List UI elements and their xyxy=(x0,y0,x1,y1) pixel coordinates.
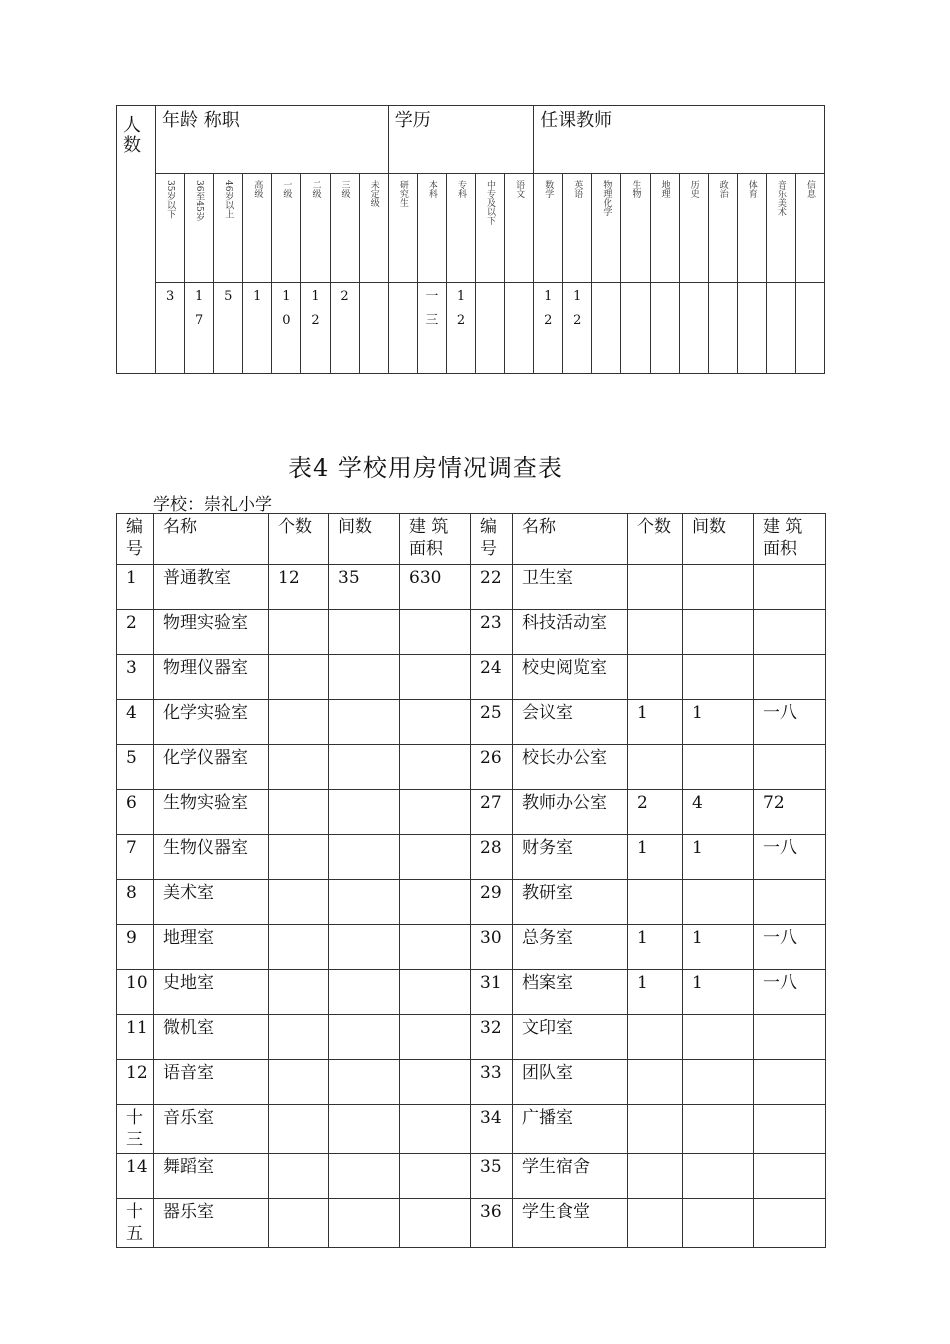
rooms-table xyxy=(116,513,826,1248)
table-cell: 4 xyxy=(683,790,754,835)
table-cell: 32 xyxy=(471,1015,513,1060)
table-cell xyxy=(400,1105,471,1154)
value-text: 1 xyxy=(253,289,262,304)
table-cell xyxy=(329,790,400,835)
value-cell xyxy=(592,283,621,374)
header-cell: 建 筑面积 xyxy=(754,514,826,565)
column-label xyxy=(505,174,534,283)
table-cell xyxy=(269,1060,329,1105)
column-label-text: 音乐美术 xyxy=(775,180,786,216)
table-cell: 25 xyxy=(471,700,513,745)
table-cell: 总务室 xyxy=(513,925,628,970)
value-cell xyxy=(679,283,708,374)
table-cell: 6 xyxy=(117,790,154,835)
table-cell xyxy=(329,970,400,1015)
table-cell: 语音室 xyxy=(154,1060,269,1105)
column-label xyxy=(417,174,446,283)
table-cell xyxy=(400,925,471,970)
table-cell xyxy=(329,835,400,880)
table-cell: 28 xyxy=(471,835,513,880)
table-cell xyxy=(628,1154,683,1199)
table-row xyxy=(117,565,826,610)
table-cell xyxy=(400,1154,471,1199)
table-cell: 史地室 xyxy=(154,970,269,1015)
table-cell xyxy=(269,880,329,925)
table-cell: 72 xyxy=(754,790,826,835)
table-cell: 1 xyxy=(628,925,683,970)
table-cell: 十三 xyxy=(117,1105,154,1154)
table-cell: 器乐室 xyxy=(154,1199,269,1248)
table-cell xyxy=(683,610,754,655)
table-cell xyxy=(683,565,754,610)
table-cell: 35 xyxy=(471,1154,513,1199)
column-label xyxy=(679,174,708,283)
table-title: 表4 学校用房情况调查表 xyxy=(288,454,563,482)
header-row xyxy=(117,514,826,565)
table-cell: 一八 xyxy=(754,925,826,970)
value-text: 10 xyxy=(282,289,291,328)
table-row xyxy=(117,970,826,1015)
table-cell xyxy=(754,745,826,790)
value-cell xyxy=(388,283,417,374)
table-cell: 2 xyxy=(628,790,683,835)
table-cell xyxy=(400,835,471,880)
column-label xyxy=(388,174,417,283)
column-label xyxy=(214,174,243,283)
table-cell xyxy=(400,655,471,700)
table-row xyxy=(117,610,826,655)
table-cell: 630 xyxy=(400,565,471,610)
table-row xyxy=(117,655,826,700)
table-cell xyxy=(628,1015,683,1060)
table-cell: 教研室 xyxy=(513,880,628,925)
column-label xyxy=(446,174,475,283)
table-cell: 文印室 xyxy=(513,1015,628,1060)
table-cell: 校长办公室 xyxy=(513,745,628,790)
table-row xyxy=(117,700,826,745)
table-cell xyxy=(329,1015,400,1060)
column-label xyxy=(330,174,359,283)
table-cell xyxy=(400,970,471,1015)
column-label-text: 研究生 xyxy=(397,180,408,207)
value-cell xyxy=(185,283,214,374)
table-cell: 12 xyxy=(269,565,329,610)
table-cell xyxy=(754,1060,826,1105)
table-row xyxy=(117,925,826,970)
table-cell: 10 xyxy=(117,970,154,1015)
table-cell: 14 xyxy=(117,1154,154,1199)
table-cell: 36 xyxy=(471,1199,513,1248)
table-cell: 29 xyxy=(471,880,513,925)
table-cell: 生物仪器室 xyxy=(154,835,269,880)
column-label xyxy=(621,174,650,283)
table-cell: 1 xyxy=(628,970,683,1015)
table-cell xyxy=(754,1154,826,1199)
table-cell: 1 xyxy=(117,565,154,610)
table-cell xyxy=(269,700,329,745)
table-cell: 档案室 xyxy=(513,970,628,1015)
column-label xyxy=(272,174,301,283)
table-cell xyxy=(269,970,329,1015)
header-cell: 编号 xyxy=(117,514,154,565)
column-label xyxy=(156,174,185,283)
table-cell: 30 xyxy=(471,925,513,970)
table-cell xyxy=(329,1060,400,1105)
table-cell xyxy=(754,1015,826,1060)
table-cell: 一八 xyxy=(754,835,826,880)
value-cell xyxy=(534,283,563,374)
column-label-text: 语文 xyxy=(514,180,525,198)
table-cell: 2 xyxy=(117,610,154,655)
value-text: 3 xyxy=(165,289,175,304)
table-cell: 1 xyxy=(683,970,754,1015)
table-cell: 财务室 xyxy=(513,835,628,880)
table-cell xyxy=(400,610,471,655)
column-label xyxy=(359,174,388,283)
table-cell: 9 xyxy=(117,925,154,970)
table-cell: 1 xyxy=(628,700,683,745)
value-text: 一三 xyxy=(425,289,439,328)
table-cell xyxy=(400,1060,471,1105)
table-cell: 27 xyxy=(471,790,513,835)
table-cell: 11 xyxy=(117,1015,154,1060)
table-cell: 地理室 xyxy=(154,925,269,970)
value-text: 12 xyxy=(544,289,553,328)
table-cell xyxy=(754,880,826,925)
value-cell xyxy=(446,283,475,374)
column-label-text: 35岁以下 xyxy=(165,180,176,219)
table-cell: 1 xyxy=(683,700,754,745)
value-text: 12 xyxy=(573,289,582,328)
table-cell: 33 xyxy=(471,1060,513,1105)
column-label-text: 中专及以下 xyxy=(485,180,496,225)
table-cell xyxy=(400,700,471,745)
column-label xyxy=(534,174,563,283)
column-label xyxy=(737,174,766,283)
table-cell: 31 xyxy=(471,970,513,1015)
table-cell xyxy=(269,835,329,880)
table-cell: 科技活动室 xyxy=(513,610,628,655)
table-cell xyxy=(329,745,400,790)
table-cell: 1 xyxy=(683,925,754,970)
header-cell: 间数 xyxy=(329,514,400,565)
table-cell: 5 xyxy=(117,745,154,790)
table-row xyxy=(117,745,826,790)
table-row xyxy=(117,1015,826,1060)
column-label-text: 三级 xyxy=(339,180,350,198)
table-cell: 校史阅览室 xyxy=(513,655,628,700)
table-cell: 12 xyxy=(117,1060,154,1105)
table-row xyxy=(117,880,826,925)
value-cell xyxy=(650,283,679,374)
table-cell: 音乐室 xyxy=(154,1105,269,1154)
value-text: 2 xyxy=(340,289,349,304)
table-cell xyxy=(683,1015,754,1060)
header-cell: 间数 xyxy=(683,514,754,565)
value-cell xyxy=(795,283,824,374)
table-cell: 化学仪器室 xyxy=(154,745,269,790)
table-cell xyxy=(628,745,683,790)
table-cell: 舞蹈室 xyxy=(154,1154,269,1199)
value-cell xyxy=(243,283,272,374)
table-cell: 一八 xyxy=(754,700,826,745)
table-cell xyxy=(683,655,754,700)
column-label-text: 信息 xyxy=(804,180,815,198)
column-label-text: 数学 xyxy=(543,180,554,198)
table-cell xyxy=(269,1105,329,1154)
column-label-text: 本科 xyxy=(426,180,437,198)
column-label xyxy=(650,174,679,283)
table-cell xyxy=(329,655,400,700)
column-label-text: 二级 xyxy=(310,180,321,198)
table-cell xyxy=(400,1015,471,1060)
table-cell: 化学实验室 xyxy=(154,700,269,745)
subjects-header: 任课教师 xyxy=(534,106,825,174)
table-cell: 34 xyxy=(471,1105,513,1154)
table-row xyxy=(117,1199,826,1248)
table-cell xyxy=(269,1154,329,1199)
table-cell: 团队室 xyxy=(513,1060,628,1105)
column-label-text: 历史 xyxy=(688,180,699,198)
value-text: 12 xyxy=(456,289,466,328)
table-cell: 4 xyxy=(117,700,154,745)
table-cell xyxy=(628,1060,683,1105)
table-cell xyxy=(754,1199,826,1248)
table-cell: 22 xyxy=(471,565,513,610)
column-label-text: 体育 xyxy=(746,180,757,198)
column-label-text: 政治 xyxy=(717,180,728,198)
table-row xyxy=(117,835,826,880)
table-cell xyxy=(683,1199,754,1248)
header-cell: 名称 xyxy=(513,514,628,565)
table-cell xyxy=(683,880,754,925)
table-row xyxy=(117,790,826,835)
age-title-header: 年龄 称职 xyxy=(156,106,389,174)
table-cell xyxy=(269,790,329,835)
table-cell xyxy=(329,1154,400,1199)
value-cell xyxy=(272,283,301,374)
table-cell xyxy=(754,610,826,655)
table-cell xyxy=(754,655,826,700)
table-cell: 美术室 xyxy=(154,880,269,925)
column-label xyxy=(766,174,795,283)
table-row xyxy=(117,1105,826,1154)
school-name: 学校：崇礼小学 xyxy=(153,495,272,515)
table-cell xyxy=(628,610,683,655)
table-cell: 26 xyxy=(471,745,513,790)
value-cell xyxy=(476,283,505,374)
value-cell xyxy=(156,283,185,374)
table-cell xyxy=(683,1060,754,1105)
table-cell: 1 xyxy=(683,835,754,880)
table-cell xyxy=(400,745,471,790)
value-text: 5 xyxy=(224,289,233,304)
table-cell xyxy=(683,1154,754,1199)
value-cell xyxy=(505,283,534,374)
table-cell xyxy=(269,745,329,790)
column-label-text: 物理化学 xyxy=(601,180,612,216)
value-text: 12 xyxy=(311,289,320,328)
value-cell xyxy=(359,283,388,374)
table-cell: 十五 xyxy=(117,1199,154,1248)
column-label xyxy=(592,174,621,283)
table-cell: 35 xyxy=(329,565,400,610)
header-cell: 建 筑面积 xyxy=(400,514,471,565)
value-cell xyxy=(737,283,766,374)
education-header: 学历 xyxy=(388,106,533,174)
value-cell xyxy=(766,283,795,374)
table-cell: 8 xyxy=(117,880,154,925)
value-cell xyxy=(708,283,737,374)
column-label-text: 生物 xyxy=(630,180,641,198)
column-label-text: 高级 xyxy=(252,180,263,198)
header-cell: 个数 xyxy=(269,514,329,565)
staff-table xyxy=(116,105,825,374)
value-cell xyxy=(563,283,592,374)
table-cell xyxy=(628,565,683,610)
table-row xyxy=(117,1154,826,1199)
column-label-text: 一级 xyxy=(281,180,292,198)
value-cell xyxy=(330,283,359,374)
header-cell: 编号 xyxy=(471,514,513,565)
people-count-label: 人数 xyxy=(117,106,156,374)
table-cell xyxy=(628,1105,683,1154)
value-cell xyxy=(621,283,650,374)
column-label-text: 英语 xyxy=(572,180,583,198)
table-cell xyxy=(269,1199,329,1248)
table-cell xyxy=(683,1105,754,1154)
table-cell xyxy=(628,655,683,700)
table-cell xyxy=(754,1105,826,1154)
table-cell xyxy=(329,610,400,655)
column-label xyxy=(243,174,272,283)
table-cell xyxy=(269,610,329,655)
table-cell: 7 xyxy=(117,835,154,880)
table-cell: 3 xyxy=(117,655,154,700)
table-cell xyxy=(683,745,754,790)
table-row xyxy=(117,1060,826,1105)
value-cell xyxy=(417,283,446,374)
table-cell xyxy=(329,1105,400,1154)
column-label-text: 地理 xyxy=(659,180,670,198)
table-cell xyxy=(269,1015,329,1060)
table-cell: 生物实验室 xyxy=(154,790,269,835)
table-cell xyxy=(628,1199,683,1248)
table-cell xyxy=(329,880,400,925)
table-cell xyxy=(329,700,400,745)
value-cell xyxy=(214,283,243,374)
column-label xyxy=(185,174,214,283)
value-cell xyxy=(301,283,330,374)
column-label xyxy=(301,174,330,283)
table-cell xyxy=(400,790,471,835)
table-cell: 卫生室 xyxy=(513,565,628,610)
table-cell xyxy=(628,880,683,925)
column-label xyxy=(708,174,737,283)
table-cell: 一八 xyxy=(754,970,826,1015)
column-label-text: 46岁以上 xyxy=(223,180,234,219)
table-cell: 会议室 xyxy=(513,700,628,745)
table-cell: 学生宿舍 xyxy=(513,1154,628,1199)
column-label xyxy=(563,174,592,283)
column-label xyxy=(476,174,505,283)
table-cell xyxy=(400,1199,471,1248)
column-label-text: 专科 xyxy=(455,180,466,198)
table-cell: 物理实验室 xyxy=(154,610,269,655)
table-cell xyxy=(400,880,471,925)
table-cell: 1 xyxy=(628,835,683,880)
table-cell: 广播室 xyxy=(513,1105,628,1154)
table-cell: 23 xyxy=(471,610,513,655)
column-label xyxy=(795,174,824,283)
table-cell: 24 xyxy=(471,655,513,700)
table-cell: 物理仪器室 xyxy=(154,655,269,700)
table-cell: 教师办公室 xyxy=(513,790,628,835)
table-cell: 普通教室 xyxy=(154,565,269,610)
table-cell xyxy=(754,565,826,610)
table-cell: 学生食堂 xyxy=(513,1199,628,1248)
header-cell: 个数 xyxy=(628,514,683,565)
value-text: 17 xyxy=(195,289,204,328)
table-cell xyxy=(269,925,329,970)
column-label-text: 36至45岁 xyxy=(194,180,205,221)
table-cell xyxy=(329,1199,400,1248)
header-cell: 名称 xyxy=(154,514,269,565)
table-cell xyxy=(269,655,329,700)
column-label-text: 未定级 xyxy=(368,180,379,207)
table-cell xyxy=(329,925,400,970)
table-cell: 微机室 xyxy=(154,1015,269,1060)
